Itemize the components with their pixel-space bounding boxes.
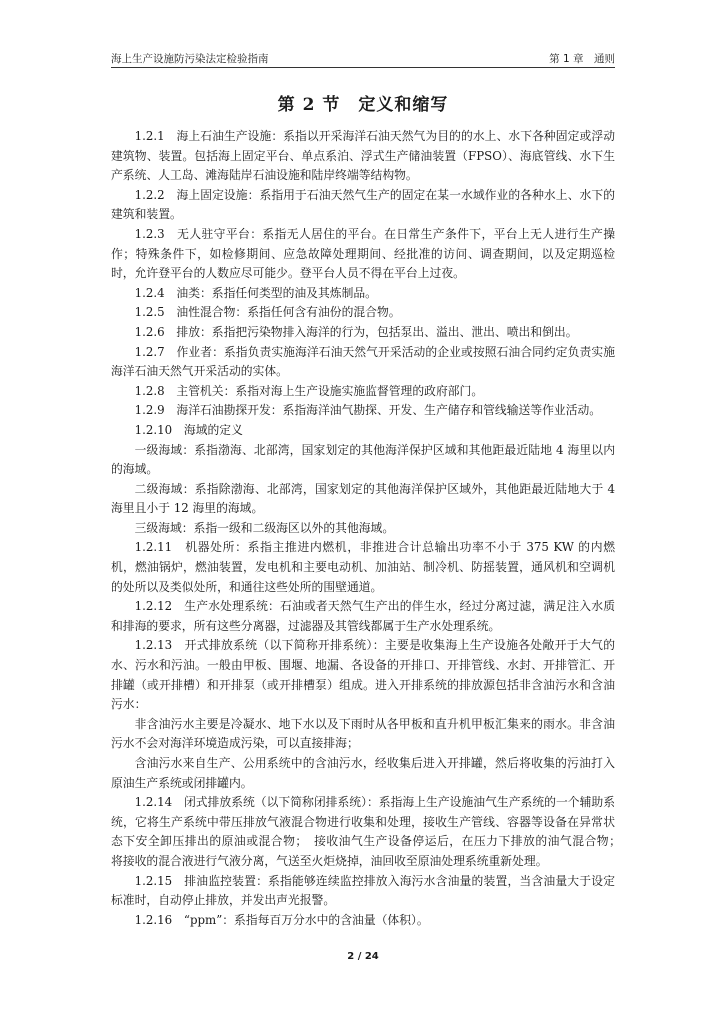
header-chapter: 第 1 章 通则	[549, 53, 615, 65]
definition-1-2-4: 1.2.4 油类：系指任何类型的油及其炼制品。	[134, 285, 377, 300]
sea-area-level-1: 一级海域：系指渤海、北部湾，国家划定的其他海洋保护区域和其他距最近陆地 4 海里以内的海域。	[111, 442, 615, 477]
running-header	[111, 52, 615, 66]
header-document-title: 海上生产设施防污染法定检验指南	[111, 53, 269, 65]
sea-area-level-3: 三级海域：系指一级和二级海区以外的其他海域。	[134, 520, 395, 535]
definition-1-2-2: 1.2.2 海上固定设施：系指用于石油天然气生产的固定在某一水域作业的各种水上、水下的建筑和装置。	[111, 187, 615, 222]
definition-1-2-16: 1.2.16 “ppm”：系指每百万分水中的含油量（体积）。	[134, 912, 429, 927]
definition-1-2-14: 1.2.14 闭式排放系统（以下简称闭排系统）：系指海上生产设施油气生产系统的一个辅助系统，它将生产系统中带压排放气液混合物进行收集和处理，接收生产管线、容器等设备在异常状态下安全卸压排出的原油或混合物； 接收油气生产设备停运后，在压力下排放的油气混合物； 将接收的混合液进行气液分离，气送至火炬烧掉，油回收至原油处理系统重新处理。	[111, 795, 627, 868]
definition-1-2-1: 1.2.1 海上石油生产设施：系指以开采海洋石油天然气为目的的水上、水下各种固定或浮动建筑物、装置。包括海上固定平台、单点系泊、浮式生产储油装置（FPSO）、海底管线、水下生产系统、人工岛、滩海陆岸石油设施和陆岸终端等结构物。	[111, 129, 615, 183]
body-text	[111, 127, 627, 930]
definition-1-2-10: 1.2.10 海域的定义	[134, 422, 243, 437]
header-divider	[111, 67, 615, 68]
definition-1-2-7: 1.2.7 作业者：系指负责实施海洋石油天然气开采活动的企业或按照石油合同约定负责实施海洋石油天然气开采活动的实体。	[111, 344, 615, 379]
non-oily-wastewater: 非含油污水主要是冷凝水、地下水以及下雨时从各甲板和直升机甲板汇集来的雨水。非含油污水不会对海洋环境造成污染，可以直接排海；	[111, 716, 615, 751]
definition-1-2-13: 1.2.13 开式排放系统（以下简称开排系统）：主要是收集海上生产设施各处敞开于大气的水、污水和污油。一般由甲板、围堰、地漏、各设备的开排口、开排管线、水封、开排管汇、开排罐（或开排槽）和开排泵（或开排槽泵）组成。进入开排系统的排放源包括非含油污水和含油污水：	[111, 638, 615, 712]
section-title: 第 2 节 定义和缩写	[277, 95, 449, 115]
definition-1-2-15: 1.2.15 排油监控装置：系指能够连续监控排放入海污水含油量的装置，当含油量大于设定标准时，自动停止排放，并发出声光报警。	[111, 873, 615, 908]
oily-wastewater: 含油污水来自生产、公用系统中的含油污水，经收集后进入开排罐，然后将收集的污油打入原油生产系统或闭排罐内。	[111, 756, 615, 790]
definition-1-2-5: 1.2.5 油性混合物：系指任何含有油份的混合物。	[134, 305, 401, 320]
sea-area-level-2: 二级海域：系指除渤海、北部湾，国家划定的其他海洋保护区域外，其他距最近陆地大于 4 海里且小于 12 海里的海域。	[111, 481, 615, 516]
definition-1-2-6: 1.2.6 排放：系指把污染物排入海洋的行为，包括泵出、溢出、泄出、喷出和倒出。	[134, 324, 578, 339]
definition-1-2-8: 1.2.8 主管机关：系指对海上生产设施实施监督管理的政府部门。	[134, 383, 484, 398]
definition-1-2-11: 1.2.11 机器处所：系指主推进内燃机，非推进合计总输出功率不小于 375 KW 的内燃机，燃油锅炉，燃油装置，发电机和主要电动机、加油站、制冷机、防摇装置，通风机和空调机的处所以及类似处所，和通往这些处所的围壁通道。	[111, 540, 615, 594]
definition-1-2-12: 1.2.12 生产水处理系统：石油或者天然气生产出的伴生水，经过分离过滤，满足注入水质和排海的要求，所有这些分离器，过滤器及其管线都属于生产水处理系统。	[111, 599, 615, 633]
definition-1-2-3: 1.2.3 无人驻守平台：系指无人居住的平台。在日常生产条件下，平台上无人进行生产操作；特殊条件下，如检修期间、应急故障处理期间、经批准的访问、调查期间，以及定期巡检时，允许登平台的人数应尽可能少。登平台人员不得在平台上过夜。	[111, 226, 615, 281]
page-number: 2 / 24	[347, 951, 379, 962]
definition-1-2-9: 1.2.9 海洋石油勘探开发：系指海洋油气勘探、开发、生产储存和管线输送等作业活动。	[134, 403, 602, 418]
